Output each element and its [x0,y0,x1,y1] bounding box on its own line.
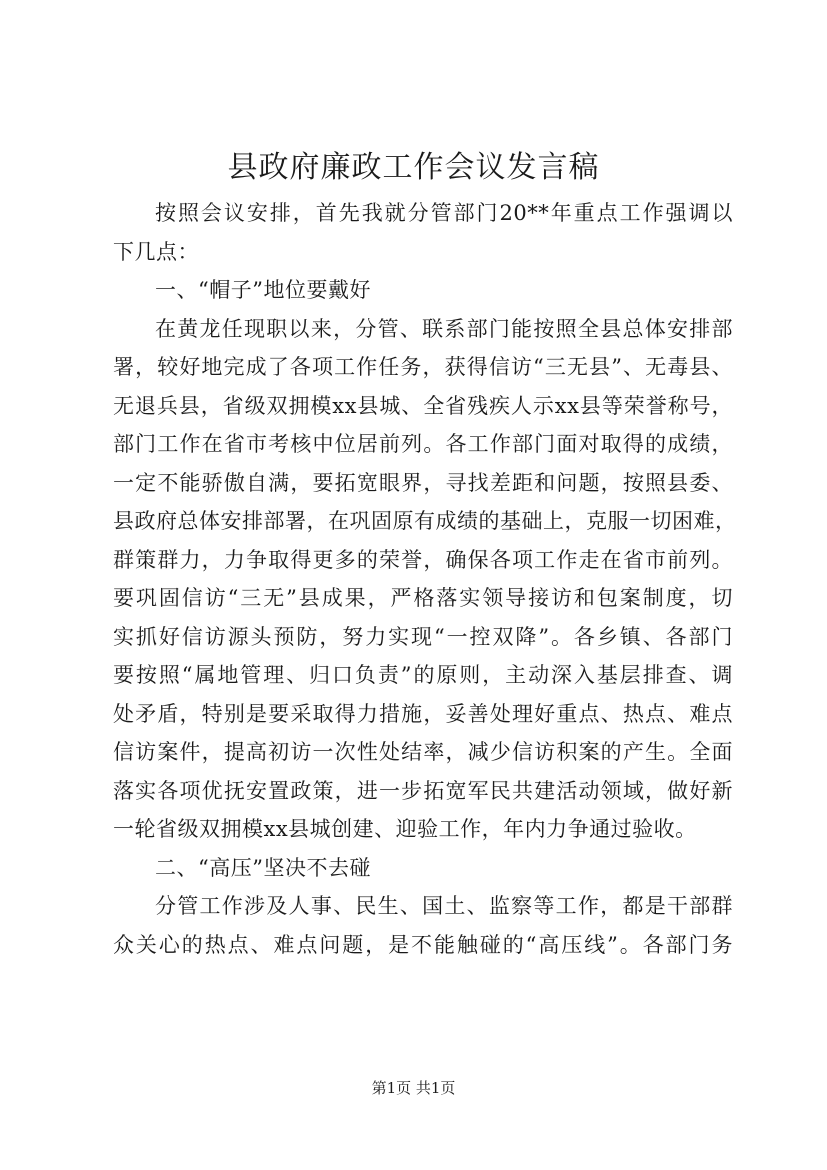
paragraph-line: 一定不能骄傲自满，要拓宽眼界，寻找差距和问题，按照县委、 [113,470,733,495]
paragraph-line: 县政府总体安排部署，在巩固原有成绩的基础上，克服一切困难， [113,509,737,533]
paragraph-line: 众关心的热点、难点问题，是不能触碰的“高压线”。各部门务 [113,932,733,957]
paragraph-line: 部门工作在省市考核中位居前列。各工作部门面对取得的成绩， [113,432,733,456]
paragraph-line: 信访案件，提高初访一次性处结率，减少信访积案的产生。全面 [113,740,733,764]
paragraph-line: 按照会议安排，首先我就分管部门20**年重点工作强调以 [155,201,733,225]
paragraph-line: 一轮省级双拥模xx县城创建、迎验工作，年内力争通过验收。 [113,817,697,841]
paragraph-line: 署，较好地完成了各项工作任务，获得信访“三无县”、无毒县、 [113,355,733,379]
paragraph-line: 落实各项优抚安置政策，进一步拓宽军民共建活动领域，做好新 [113,778,733,803]
paragraph-line: 无退兵县，省级双拥模xx县城、全省残疾人示xx县等荣誉称号， [113,393,733,418]
paragraph-line: 实抓好信访源头预防，努力实现“一控双降”。各乡镇、各部门 [113,624,733,649]
paragraph-line: 下几点： [113,239,199,264]
paragraph-line: 要巩固信访“三无”县成果，严格落实领导接访和包案制度，切 [113,586,733,610]
paragraph-line: 要按照“属地管理、归口负责”的原则，主动深入基层排查、调 [113,663,733,687]
document-title: 县政府廉政工作会议发言稿 [227,150,600,185]
section-heading: 二、“高压”坚决不去碰 [155,855,371,880]
paragraph-line: 分管工作涉及人事、民生、国土、监察等工作，都是干部群 [155,894,733,918]
paragraph-line: 在黄龙任现职以来，分管、联系部门能按照全县总体安排部 [155,316,733,341]
document-body [113,194,737,964]
section-heading: 一、“帽子”地位要戴好 [155,278,371,302]
paragraph-line: 群策群力，力争取得更多的荣誉，确保各项工作走在省市前列。 [113,547,733,572]
page-number-footer: 第1页 共1页 [371,1079,456,1097]
paragraph-line: 处矛盾，特别是要采取得力措施，妥善处理好重点、热点、难点 [113,701,733,726]
